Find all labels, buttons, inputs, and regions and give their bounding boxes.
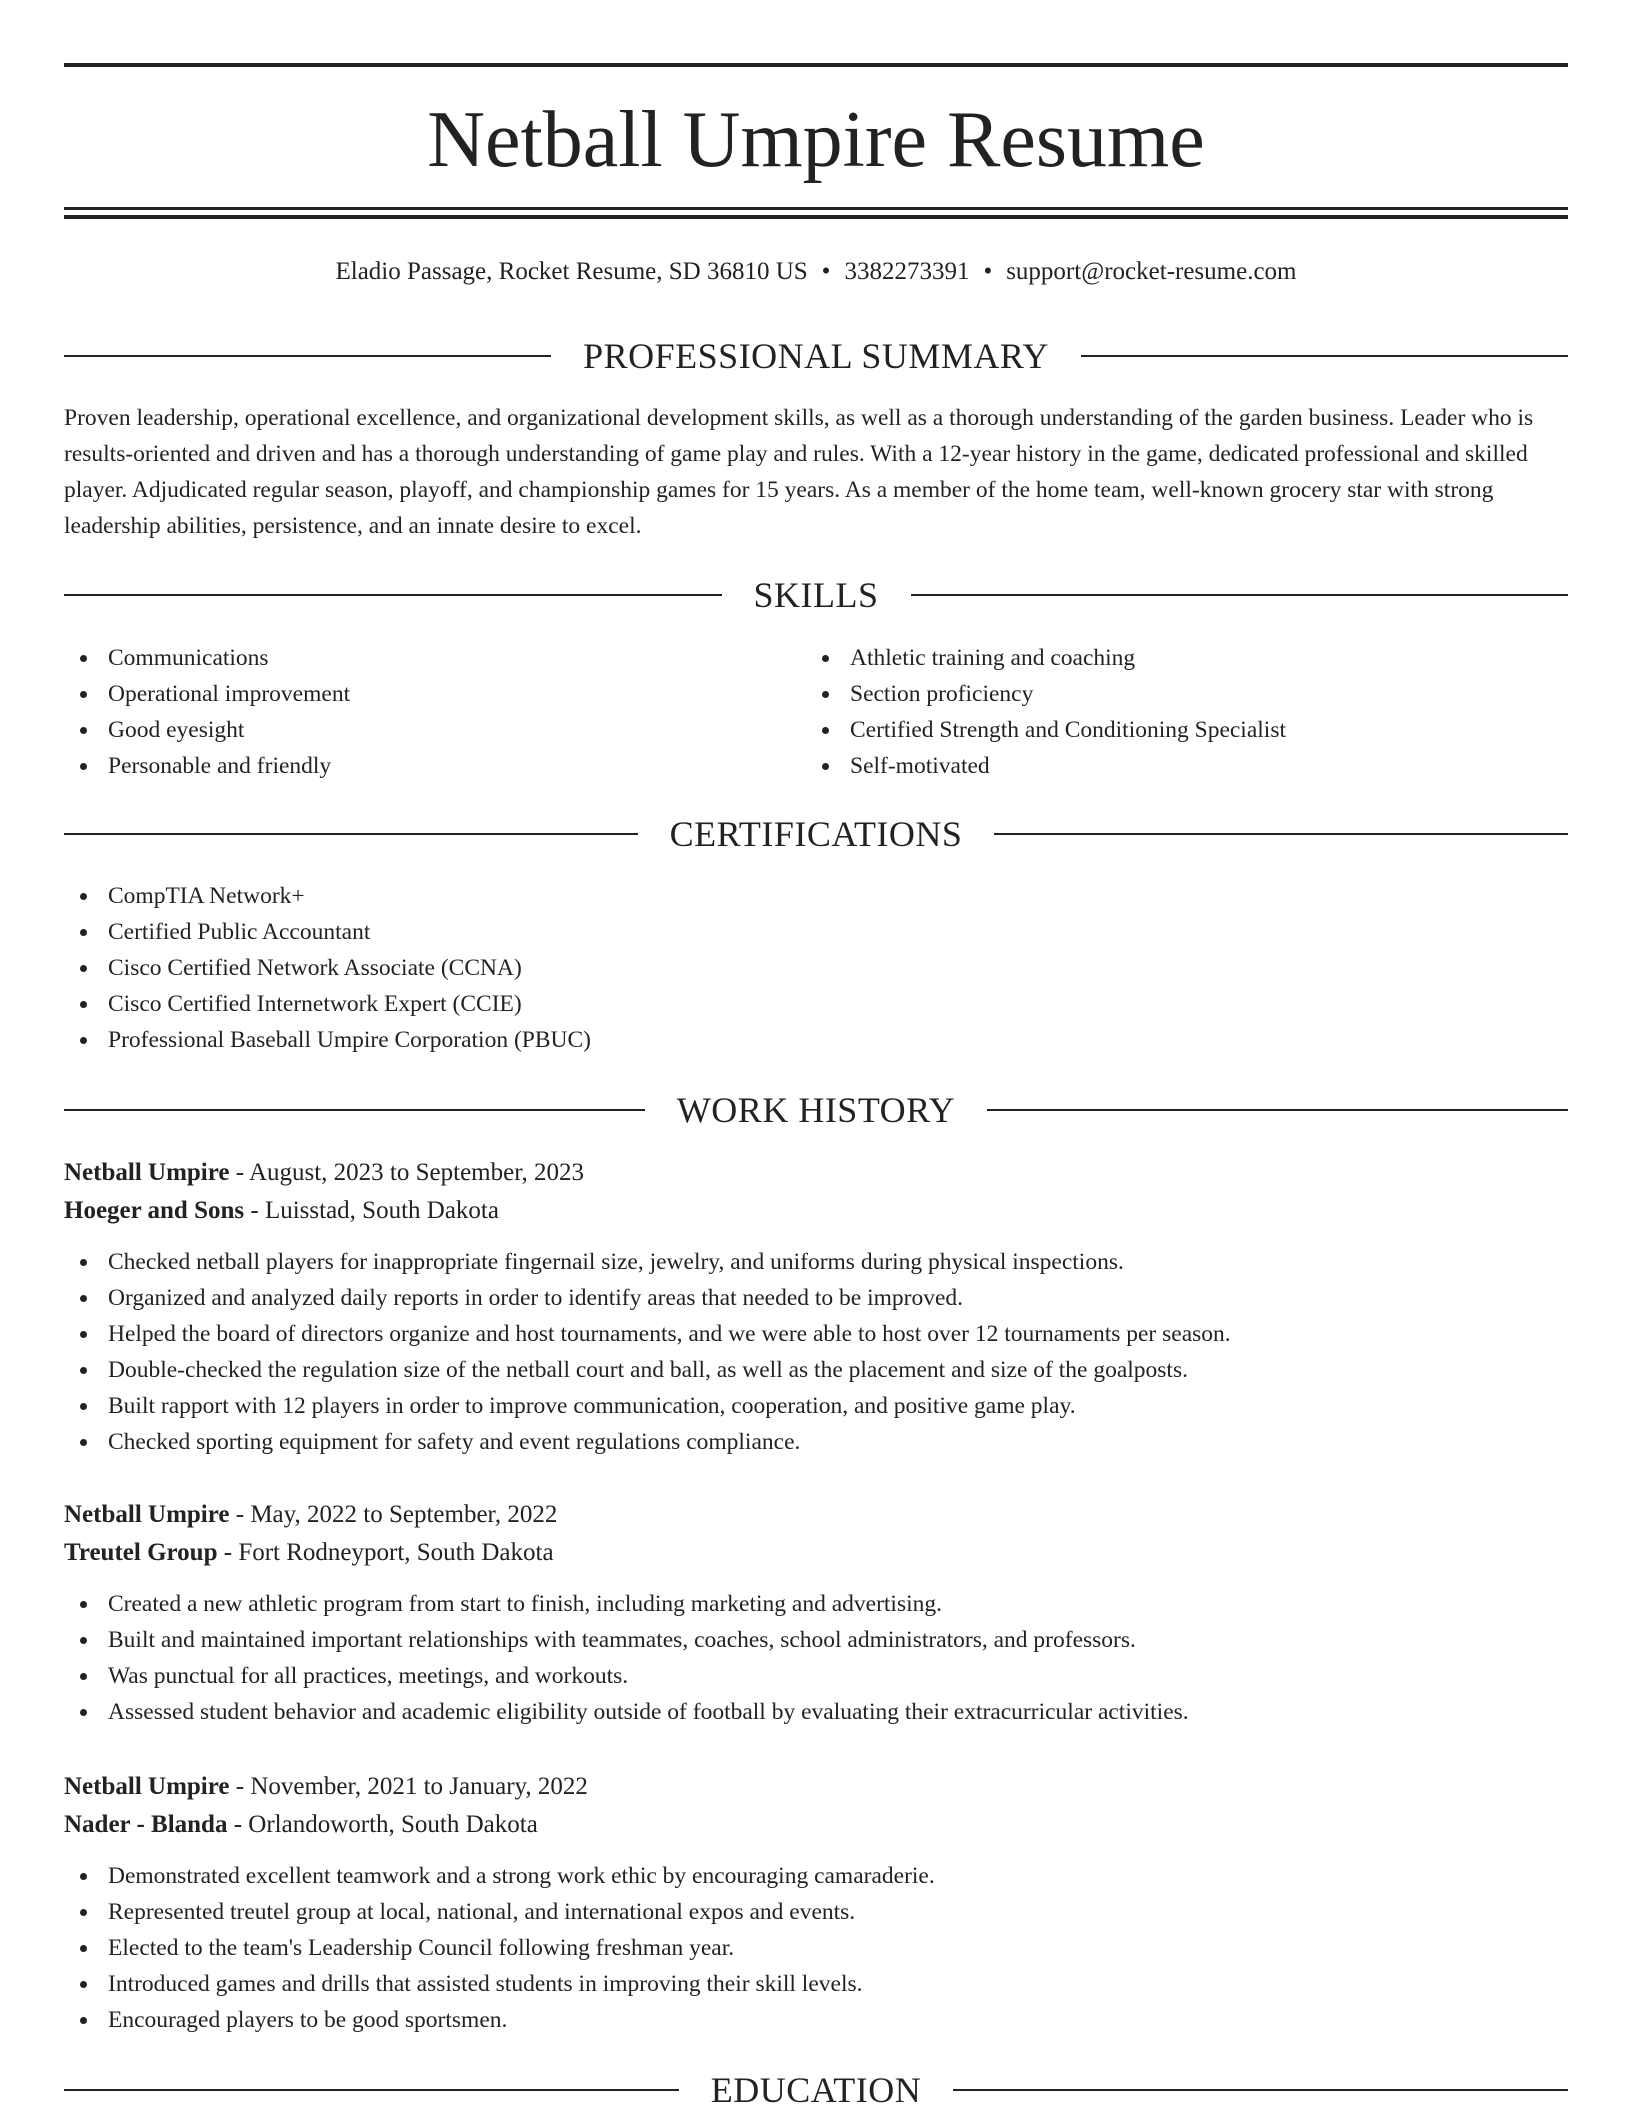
job-title: Netball Umpire	[64, 1501, 230, 1528]
job-separator: -	[229, 1773, 251, 1800]
heading-rule-left	[64, 833, 638, 835]
job-entry	[64, 1496, 1568, 1730]
job-duty-item: Checked sporting equipment for safety and event regulations compliance.	[64, 1424, 1568, 1460]
job-company-line	[64, 1534, 1568, 1572]
resume-title: Netball Umpire Resume	[427, 96, 1205, 184]
job-duty-item: Demonstrated excellent teamwork and a strong work ethic by encouraging camaraderie.	[64, 1858, 1568, 1894]
section-title-work-history: WORK HISTORY	[676, 1090, 956, 1130]
certification-item: CompTIA Network+	[64, 878, 1568, 914]
job-dates: November, 2021 to January, 2022	[250, 1773, 588, 1800]
contact-address: Eladio Passage, Rocket Resume, SD 36810 US	[335, 258, 808, 285]
section-heading-skills	[64, 571, 1568, 619]
skill-item: Personable and friendly	[64, 748, 804, 784]
skill-item: Athletic training and coaching	[806, 640, 1546, 676]
contact-line	[64, 252, 1568, 292]
certification-item: Certified Public Accountant	[64, 914, 1568, 950]
job-duty-item: Encouraged players to be good sportsmen.	[64, 2002, 1568, 2038]
job-duty-item: Introduced games and drills that assisted students in improving their skill levels.	[64, 1966, 1568, 2002]
job-duty-item: Double-checked the regulation size of the netball court and ball, as well as the placement and size of the goalposts.	[64, 1352, 1568, 1388]
job-duty-item: Represented treutel group at local, national, and international expos and events.	[64, 1894, 1568, 1930]
job-separator: -	[217, 1539, 239, 1566]
skill-item: Self-motivated	[806, 748, 1546, 784]
heading-rule-right	[994, 833, 1568, 835]
job-title-line	[64, 1496, 1568, 1534]
job-separator: -	[229, 1159, 249, 1186]
section-title-certifications: CERTIFICATIONS	[669, 814, 963, 854]
section-title-summary: PROFESSIONAL SUMMARY	[583, 336, 1049, 376]
job-title-line	[64, 1154, 1568, 1192]
contact-email: support@rocket-resume.com	[1006, 258, 1297, 285]
heading-rule-right	[911, 594, 1569, 596]
skill-item: Good eyesight	[64, 712, 804, 748]
header-bottom-rule-second	[64, 215, 1568, 219]
certification-item: Cisco Certified Network Associate (CCNA)	[64, 950, 1568, 986]
job-company: Nader - Blanda	[64, 1811, 228, 1838]
job-company: Treutel Group	[64, 1539, 218, 1566]
job-duty-item: Organized and analyzed daily reports in order to identify areas that needed to be improved.	[64, 1280, 1568, 1316]
job-duties-list	[64, 1586, 1568, 1730]
heading-rule-right	[953, 2089, 1568, 2091]
job-title-line	[64, 1768, 1568, 1806]
heading-rule-left	[64, 1109, 645, 1111]
job-company: Hoeger and Sons	[64, 1197, 245, 1224]
job-dates: August, 2023 to September, 2023	[248, 1159, 585, 1186]
header-top-rule	[64, 63, 1568, 67]
job-duty-item: Built and maintained important relationships with teammates, coaches, school administrators, and professors.	[64, 1622, 1568, 1658]
job-duties-list	[64, 1244, 1568, 1460]
job-duty-item: Created a new athletic program from start to finish, including marketing and advertising.	[64, 1586, 1568, 1622]
job-duty-item: Assessed student behavior and academic eligibility outside of football by evaluating their extracurricular activities.	[64, 1694, 1568, 1730]
job-company-line	[64, 1806, 1568, 1844]
job-duty-item: Checked netball players for inappropriate fingernail size, jewelry, and uniforms during physical inspections.	[64, 1244, 1568, 1280]
job-dates: May, 2022 to September, 2022	[250, 1501, 558, 1528]
job-location: Orlandoworth, South Dakota	[248, 1811, 538, 1838]
header-bottom-rule	[64, 207, 1568, 210]
heading-rule-left	[64, 2089, 679, 2091]
job-duty-item: Built rapport with 12 players in order to improve communication, cooperation, and positive game play.	[64, 1388, 1568, 1424]
job-duty-item: Helped the board of directors organize and host tournaments, and we were able to host over 12 tournaments per season.	[64, 1316, 1568, 1352]
heading-rule-right	[987, 1109, 1568, 1111]
job-duty-item: Elected to the team's Leadership Council following freshman year.	[64, 1930, 1568, 1966]
contact-separator: •	[821, 258, 831, 285]
contact-phone: 3382273391	[844, 258, 970, 285]
section-title-skills: SKILLS	[753, 575, 879, 615]
heading-rule-left	[64, 355, 551, 357]
section-heading-work-history	[64, 1086, 1568, 1134]
skills-column-right	[806, 640, 1546, 784]
skills-list-right	[806, 640, 1546, 784]
job-entry	[64, 1154, 1568, 1460]
job-duty-item: Was punctual for all practices, meetings, and workouts.	[64, 1658, 1568, 1694]
job-location: Luisstad, South Dakota	[264, 1197, 499, 1224]
section-heading-certifications	[64, 810, 1568, 858]
certifications-block	[64, 878, 1568, 1058]
certifications-list	[64, 878, 1568, 1058]
certification-item: Cisco Certified Internetwork Expert (CCIE)	[64, 986, 1568, 1022]
summary-paragraph: Proven leadership, operational excellence, and organizational development skills, as well as a thorough understanding of the garden business. Leader who is results-oriented and driven and has a thorough understanding of game play and rules. With a 12-year history in the game, dedicated professional and skilled player. Adjudicated regular season, playoff, and championship games for 15 years. As a member of the home team, well-known grocery star with strong leadership abilities, persistence, and an innate desire to excel.	[64, 405, 1534, 539]
heading-rule-right	[1081, 355, 1568, 357]
contact-separator: •	[983, 258, 993, 285]
job-separator: -	[229, 1501, 251, 1528]
job-separator: -	[244, 1197, 265, 1224]
job-title: Netball Umpire	[64, 1159, 230, 1186]
heading-rule-left	[64, 594, 722, 596]
job-entry	[64, 1768, 1568, 2038]
skills-column-left	[64, 640, 804, 784]
section-heading-summary	[64, 332, 1568, 380]
skill-item: Operational improvement	[64, 676, 804, 712]
job-location: Fort Rodneyport, South Dakota	[238, 1539, 554, 1566]
job-duties-list	[64, 1858, 1568, 2038]
skill-item: Certified Strength and Conditioning Specialist	[806, 712, 1546, 748]
section-title-education: EDUCATION	[710, 2070, 922, 2110]
certification-item: Professional Baseball Umpire Corporation (PBUC)	[64, 1022, 1568, 1058]
section-heading-education	[64, 2066, 1568, 2114]
job-title: Netball Umpire	[64, 1773, 230, 1800]
skills-list-left	[64, 640, 804, 784]
job-company-line	[64, 1192, 1568, 1230]
skill-item: Section proficiency	[806, 676, 1546, 712]
skill-item: Communications	[64, 640, 804, 676]
job-separator: -	[227, 1811, 249, 1838]
